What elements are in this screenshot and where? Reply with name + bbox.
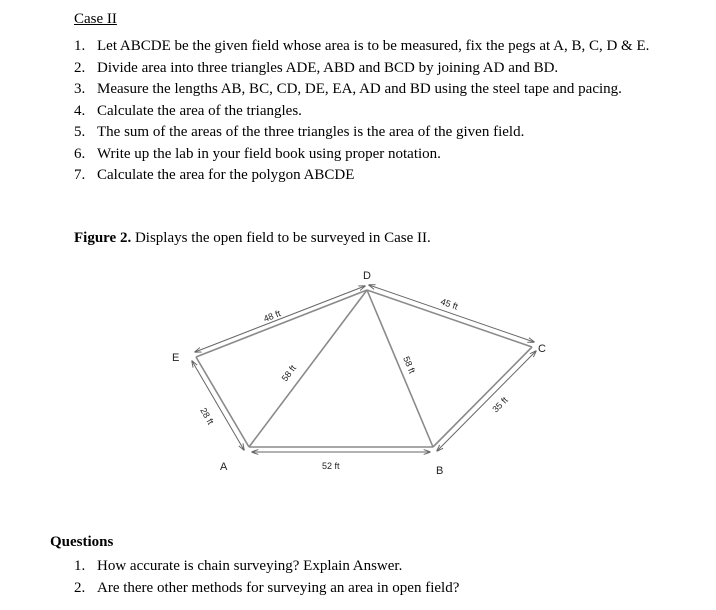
vertex-label-d: D [363, 270, 371, 282]
length-label-cd: 45 ft [439, 296, 460, 312]
edge-bc [433, 347, 532, 447]
questions-list [74, 556, 459, 599]
dimension-arrow-bc [437, 351, 536, 451]
figure-caption-text: Displays the open field to be surveyed in Case II. [131, 230, 431, 246]
step-text: Divide area into three triangles ADE, ABD and BCD by joining AD and BD. [97, 59, 559, 76]
question-number: 2. [74, 579, 86, 596]
length-label-ab: 52 ft [322, 461, 340, 471]
length-label-ad: 58 ft [279, 363, 299, 384]
step-number: 4. [74, 102, 86, 119]
questions-title: Questions [50, 534, 114, 550]
question-number: 1. [74, 558, 86, 574]
edge-ea [196, 357, 249, 447]
case-title: Case II [74, 11, 117, 27]
step-text: Calculate the area of the triangles. [97, 102, 302, 119]
length-label-de: 48 ft [262, 308, 283, 324]
edge-bd [367, 290, 433, 447]
length-label-bd: 58 ft [401, 354, 418, 375]
step-number: 7. [74, 167, 86, 183]
length-label-ea: 28 ft [198, 406, 216, 427]
step-text: Measure the lengths AB, BC, CD, DE, EA, AD and BD using the steel tape and pacing. [97, 81, 622, 97]
vertex-label-b: B [436, 465, 444, 477]
list-item [74, 578, 459, 600]
question-text: Are there other methods for surveying an area in open field? [97, 579, 460, 596]
vertex-label-c: C [538, 343, 546, 355]
step-text: Calculate the area for the polygon ABCDE [97, 167, 355, 183]
step-text: Write up the lab in your field book using proper notation. [97, 145, 441, 162]
list-item [74, 556, 459, 578]
dimension-arrow-cd [369, 285, 534, 342]
dimension-arrow-ea [192, 361, 244, 450]
step-number: 3. [74, 81, 86, 97]
step-number: 2. [74, 59, 86, 76]
length-label-bc: 35 ft [490, 394, 510, 415]
step-number: 6. [74, 145, 86, 162]
question-text: How accurate is chain surveying? Explain Answer. [97, 558, 403, 574]
step-number: 5. [74, 124, 86, 140]
step-text: The sum of the areas of the three triangles is the area of the given field. [97, 124, 525, 140]
figure-caption-label: Figure 2. [74, 230, 132, 246]
vertex-label-a: A [220, 461, 228, 473]
step-number: 1. [74, 38, 86, 54]
step-text: Let ABCDE be the given field whose area is to be measured, fix the pegs at A, B, C, D & E. [97, 38, 650, 54]
dimension-arrow-de [195, 286, 365, 352]
vertex-label-e: E [172, 352, 180, 364]
